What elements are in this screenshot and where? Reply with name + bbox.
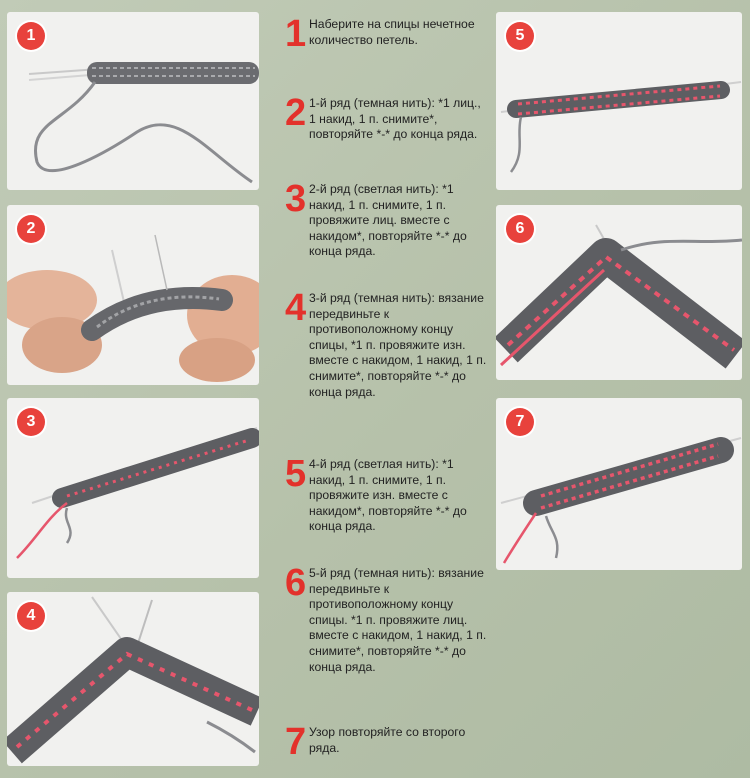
step-badge: 2	[17, 215, 45, 243]
step-badge: 7	[506, 408, 534, 436]
photo-step-7	[496, 398, 742, 570]
photo-step-1	[7, 12, 259, 190]
step-text: 1-й ряд (темная нить): *1 лиц., 1 накид, 1 п. снимите*, повторяйте *-* до конца ряда.	[309, 96, 481, 142]
step-text: 5-й ряд (темная нить): вязание передвиньте к противоположному концу спицы. *1 п. провяжите лиц. вместе с накидом, 1 накид, 1 п. снимите*, повторяйте *-* до конца ряда.	[309, 566, 487, 674]
step-number: 5	[285, 453, 307, 495]
step-badge: 6	[506, 215, 534, 243]
step-number: 2	[285, 92, 307, 134]
instruction-step-7	[285, 721, 490, 763]
photo-step-6	[496, 205, 742, 380]
photo-step-2	[7, 205, 259, 385]
knitting-illustration-3	[7, 398, 259, 578]
step-text: Узор повторяйте со второго ряда.	[309, 725, 466, 755]
step-badge: 5	[506, 22, 534, 50]
instruction-step-2	[285, 92, 490, 143]
step-number: 3	[285, 178, 307, 220]
instruction-step-4	[285, 287, 490, 400]
step-number: 4	[285, 287, 307, 329]
step-number: 7	[285, 721, 307, 763]
step-badge: 3	[17, 408, 45, 436]
knitting-illustration-2	[7, 205, 259, 385]
instruction-step-5	[285, 453, 490, 535]
photo-step-4	[7, 592, 259, 766]
instruction-step-1	[285, 13, 490, 55]
instruction-step-6	[285, 562, 490, 675]
knitting-illustration-1	[7, 12, 259, 190]
step-text: Наберите на спицы нечетное количество петель.	[309, 17, 475, 47]
photo-step-5	[496, 12, 742, 190]
instruction-step-3	[285, 178, 490, 260]
step-badge: 4	[17, 602, 45, 630]
step-number: 1	[285, 13, 307, 55]
step-number: 6	[285, 562, 307, 604]
step-text: 4-й ряд (светлая нить): *1 накид, 1 п. снимите, 1 п. провяжите изн. вместе с накидом*, повторяйте *-* до конца ряда.	[309, 457, 467, 534]
step-text: 2-й ряд (светлая нить): *1 накид, 1 п. снимите, 1 п. провяжите лиц. вместе с накидом*, повторяйте *-* до конца ряда.	[309, 182, 467, 259]
step-badge: 1	[17, 22, 45, 50]
photo-step-3	[7, 398, 259, 578]
step-text: 3-й ряд (темная нить): вязание передвиньте к противоположному концу спицы, *1 п. провяжите изн. вместе с накидом, 1 накид, 1 п. снимите*, повторяйте *-* до конца ряда.	[309, 291, 487, 399]
